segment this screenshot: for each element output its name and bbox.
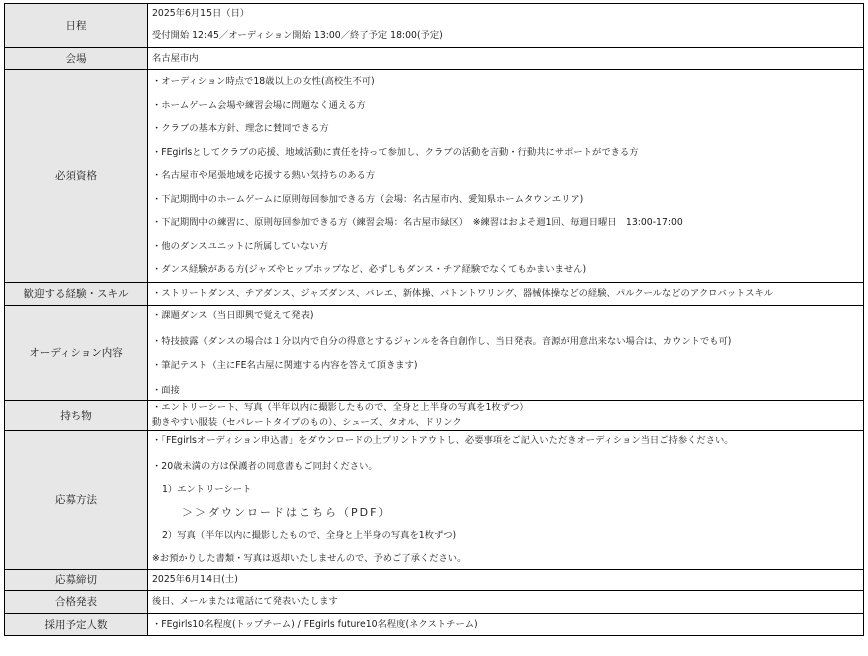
belongings-line-2: 動きやすい服装（セパレートタイプのもの）、シューズ、タオル、ドリンク: [152, 416, 462, 428]
schedule-date: 2025年6月15日（日）: [152, 8, 250, 19]
schedule-times: 受付開始 12:45／オーディション開始 13:00／終了予定 18:00(予定): [152, 30, 443, 41]
apply-label: 応募方法: [5, 430, 148, 569]
requirements-content: [148, 70, 864, 283]
capacity-content: [148, 613, 864, 635]
list-item: ・下記期間中の練習に、原則毎回参加できる方（練習会場：名古屋市緑区） ※練習はおよそ週1回、毎週日曜日 13:00-17:00: [152, 217, 683, 228]
list-item: ・他のダンスユニットに所属していない方: [152, 240, 329, 252]
apply-note: ※お預かりした書類・写真は返却いたしませんので、予めご了承ください。: [152, 552, 467, 564]
belongings-label: 持ち物: [5, 400, 148, 430]
belongings-line-1: ・エントリーシート、写真（半年以内に撮影したもので、全身と上半身の写真を1枚ずつ）: [152, 401, 529, 413]
list-item: ・FEgirlsとしてクラブの応援、地域活動に責任を持って参加し、クラブの活動を言動・行動共にサポートができる方: [152, 146, 639, 158]
schedule-label: 日程: [5, 4, 148, 48]
requirements-label: 必須資格: [5, 70, 148, 283]
result-content: [148, 590, 864, 613]
list-item: ・下記期間中のホームゲームに原則毎回参加できる方（会場：名古屋市内、愛知県ホームタウンエリア): [152, 193, 584, 205]
row-requirements: [5, 70, 864, 283]
venue-value: 名古屋市内: [152, 53, 199, 64]
list-item: ・課題ダンス（当日即興で覚えて発表): [152, 309, 314, 321]
capacity-value: ・FEgirls10名程度(トップチーム) / FEgirls future10名程度(ネクストチーム): [152, 618, 478, 630]
list-item: ・ホームゲーム会場や練習会場に問題なく通える方: [152, 99, 366, 111]
list-item: ・名古屋市や尾張地域を応援する熱い気持ちのある方: [152, 170, 376, 181]
row-audition-content: [5, 305, 864, 400]
list-item: ・面接: [152, 384, 180, 396]
row-deadline: [5, 569, 864, 590]
venue-content: [148, 48, 864, 70]
list-item: ・ダンス経験がある方(ジャズやヒップホップなど、必ずしもダンス・チア経験でなくてもかまいません): [152, 264, 587, 275]
apply-photo: 2）写真（半年以内に撮影したもので、全身と上半身の写真を1枚ずつ): [162, 529, 457, 541]
deadline-content: [148, 569, 864, 590]
apply-content: [148, 430, 864, 569]
list-item: ・オーディション時点で18歳以上の女性(高校生不可): [152, 76, 375, 87]
row-belongings: [5, 400, 864, 430]
venue-label: 会場: [5, 48, 148, 70]
audition-info-table: [4, 3, 864, 636]
result-label: 合格発表: [5, 590, 148, 613]
apply-line-2: ・20歳未満の方は保護者の同意書もご同封ください。: [152, 460, 378, 472]
capacity-label: 採用予定人数: [5, 613, 148, 635]
welcome-skills-label: 歓迎する経験・スキル: [5, 282, 148, 305]
row-venue: [5, 48, 864, 70]
row-result: [5, 590, 864, 613]
list-item: ・クラブの基本方針、理念に賛同できる方: [152, 123, 329, 134]
list-item: ・特技披露（ダンスの場合は１分以内で自分の得意とするジャンルを各自創作し、当日発表。音源が用意出来ない場合は、カウントでも可): [152, 335, 732, 347]
deadline-value: 2025年6月14日(土): [152, 573, 238, 585]
list-item: ・筆記テスト（主にFE名古屋に関連する内容を答えて頂きます): [152, 359, 418, 371]
result-value: 後日、メールまたは電話にて発表いたします: [152, 595, 338, 607]
row-welcome-skills: [5, 282, 864, 305]
audition-content-label: オーディション内容: [5, 305, 148, 400]
apply-entry-sheet: 1）エントリーシート: [162, 483, 252, 495]
schedule-content: [148, 4, 864, 48]
row-schedule: [5, 4, 864, 48]
row-apply: [5, 430, 864, 569]
belongings-content: [148, 400, 864, 430]
deadline-label: 応募締切: [5, 569, 148, 590]
audition-content-content: [148, 305, 864, 400]
welcome-skills-text: ・ストリートダンス、チアダンス、ジャズダンス、バレエ、新体操、バトントワリング、器械体操などの経験、パルクールなどのアクロバットスキル: [152, 287, 774, 299]
apply-line-1: ・「FEgirlsオーディション申込書」をダウンロードの上プリントアウトし、必要事項をご記入いただきオーディション当日ご持参ください。: [152, 434, 734, 446]
welcome-skills-content: [148, 282, 864, 305]
row-capacity: [5, 613, 864, 635]
download-pdf-link[interactable]: ＞＞ダウンロードはこちら（PDF）: [182, 505, 392, 519]
